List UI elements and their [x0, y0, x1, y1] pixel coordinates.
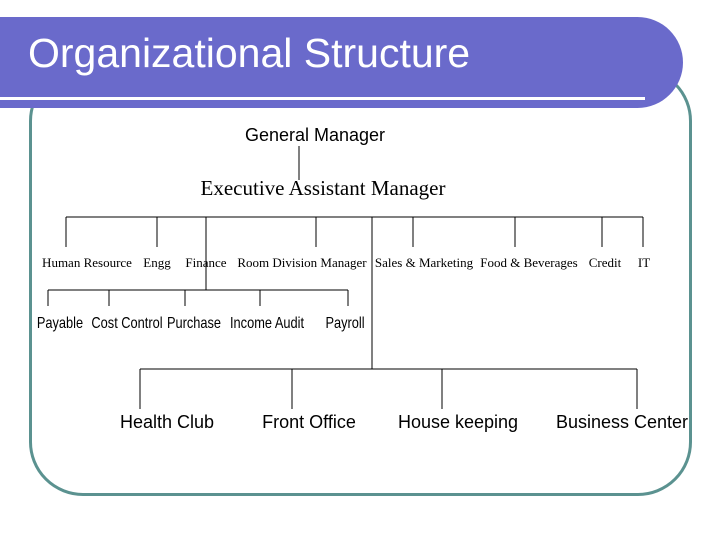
org-node-credit: Credit — [588, 255, 622, 270]
slide-title: Organizational Structure — [28, 30, 471, 76]
connector-finance-sub-row — [48, 290, 348, 306]
org-node-business-center: Business Center — [555, 412, 689, 432]
org-node-front-office: Front Office — [262, 412, 356, 432]
org-node-human-resource: Human Resource — [42, 255, 132, 270]
org-node-house-keeping: House keeping — [397, 412, 519, 432]
org-node-purchase: Purchase — [166, 315, 222, 332]
org-node-health-club: Health Club — [119, 412, 215, 432]
org-node-sales-marketing: Sales & Marketing — [374, 255, 474, 270]
org-node-engg: Engg — [143, 255, 171, 270]
connector-operations-row — [140, 369, 637, 409]
org-node-payable: Payable — [36, 315, 84, 332]
connector-department-row — [66, 217, 643, 369]
org-node-finance: Finance — [185, 255, 227, 270]
org-node-general-manager: General Manager — [244, 125, 386, 145]
org-node-executive-assistant-manager: Executive Assistant Manager — [200, 176, 446, 200]
org-node-income-audit: Income Audit — [230, 315, 304, 332]
org-node-room-division-manager: Room Division Manager — [237, 255, 367, 270]
org-node-cost-control: Cost Control — [91, 315, 163, 332]
org-node-it: IT — [637, 255, 651, 270]
org-node-food-beverages: Food & Beverages — [480, 255, 578, 270]
org-node-payroll: Payroll — [325, 315, 365, 332]
